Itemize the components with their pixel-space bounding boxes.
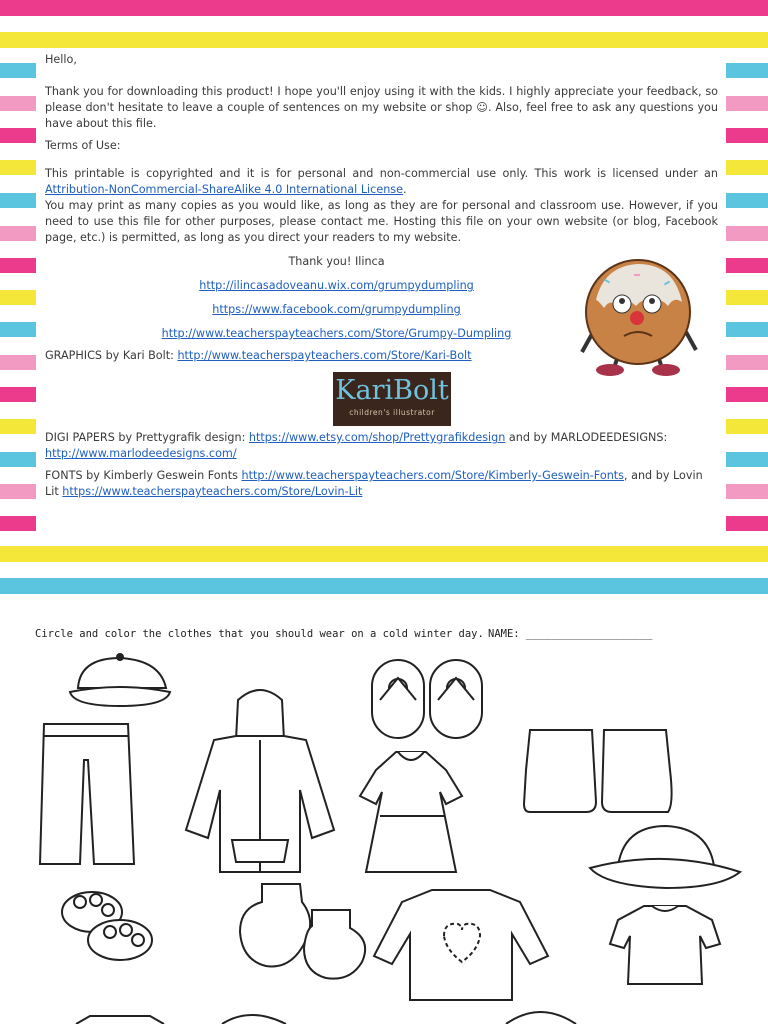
name-field[interactable]: NAME: ____________________ (488, 628, 653, 640)
marlodee-link[interactable]: http://www.marlodeedesigns.com/ (45, 447, 237, 460)
terms-paragraph: This printable is copyrighted and it is for personal and non-commercial use only. This work is licensed under an Attribution-NonCommercial-ShareAlike 4.0 International License. (45, 167, 718, 196)
stripe-left (0, 322, 36, 337)
worksheet-instruction: Circle and color the clothes that you should wear on a cold winter day. (35, 628, 484, 640)
stripe-left (0, 63, 36, 78)
slippers-drawing (62, 892, 152, 960)
graphics-credit: GRAPHICS by Kari Bolt: http://www.teacherspayteachers.com/Store/Kari-Bolt (45, 349, 472, 362)
flip-flops-drawing (372, 660, 482, 738)
lovin-lit-link[interactable]: https://www.teacherspayteachers.com/Store/Lovin-Lit (62, 485, 363, 498)
partial-item-drawing (76, 1016, 164, 1024)
digi-papers-credit: DIGI PAPERS by Prettygrafik design: https://www.etsy.com/shop/Prettygrafikdesign and by MARLODEEDESIGNS: http://www.marlodeedesigns.com/ (45, 431, 668, 460)
stripe-left (0, 419, 36, 434)
stripe-right (726, 419, 768, 434)
license-link[interactable]: Attribution-NonCommercial-ShareAlike 4.0 International License (45, 183, 404, 196)
stripe-right (726, 387, 768, 402)
logo-subtitle: children's illustrator (349, 408, 435, 417)
stripe-right (726, 258, 768, 273)
donut-mascot-illustration (574, 256, 702, 378)
t-shirt-drawing (610, 906, 720, 984)
hoodie-drawing (186, 690, 334, 872)
stripe-pink-top (0, 0, 768, 16)
stripe-left (0, 516, 36, 531)
tpt-store-link[interactable]: http://www.teacherspayteachers.com/Store/Grumpy-Dumpling (161, 327, 512, 340)
stripe-right (726, 226, 768, 241)
thanks-paragraph: Thank you for downloading this product! I hope you'll enjoy using it with the kids. I highly appreciate your feedback, so please don't hesitate to leave a couple of sentences on my website or shop ☺. Also, feel free to ask any questions you have about this file. (45, 85, 718, 130)
worksheet-header (35, 628, 735, 640)
mittens-drawing (240, 884, 365, 979)
fonts-credit: FONTS by Kimberly Geswein Fonts http://www.teacherspayteachers.com/Store/Kimberly-Geswein-Fonts, and by Lovin Lit https://www.teacherspayteachers.com/Store/Lovin-Lit (45, 469, 703, 498)
heart-shirt-drawing (374, 890, 548, 1000)
stripe-right (726, 516, 768, 531)
stripe-right (726, 452, 768, 467)
stripe-left (0, 290, 36, 305)
stripe-right (726, 484, 768, 499)
dress-drawing (360, 752, 462, 872)
partial-item-drawing (506, 1012, 576, 1024)
sun-hat-drawing (590, 826, 740, 888)
pants-drawing (40, 724, 134, 864)
stripe-left (0, 193, 36, 208)
stripe-left (0, 387, 36, 402)
facebook-link[interactable]: https://www.facebook.com/grumpydumpling (212, 303, 461, 316)
terms-text: This printable is copyrighted and it is for personal and non-commercial use only. This work is licensed under an (45, 167, 718, 180)
terms-heading: Terms of Use: (45, 139, 121, 152)
stripe-right (726, 63, 768, 78)
stripe-left (0, 355, 36, 370)
partial-item-drawing (222, 1015, 286, 1024)
clothing-illustrations (0, 640, 768, 1024)
website-link[interactable]: http://ilincasadoveanu.wix.com/grumpydumpling (199, 279, 474, 292)
stripe-right (726, 96, 768, 111)
stripe-right (726, 355, 768, 370)
greeting: Hello, (45, 53, 77, 66)
stripe-left (0, 452, 36, 467)
stripe-left (0, 258, 36, 273)
stripe-right (726, 193, 768, 208)
stripe-blue-bottom (0, 578, 768, 594)
stripe-left (0, 484, 36, 499)
karibolt-logo (333, 372, 451, 426)
cap-drawing (70, 654, 170, 706)
stripe-yellow-bottom (0, 546, 768, 562)
stripe-right (726, 322, 768, 337)
etsy-link[interactable]: https://www.etsy.com/shop/Prettygrafikdesign (248, 431, 506, 444)
thank-you-signature: Thank you! Ilinca (288, 255, 385, 268)
stripe-right (726, 128, 768, 143)
stripe-left (0, 226, 36, 241)
stripe-left (0, 128, 36, 143)
stripe-right (726, 290, 768, 305)
stripe-yellow-top (0, 32, 768, 48)
geswein-link[interactable]: http://www.teacherspayteachers.com/Store/Kimberly-Geswein-Fonts (241, 469, 624, 482)
stripe-right (726, 160, 768, 175)
boots-drawing (524, 730, 672, 812)
graphics-link[interactable]: http://www.teacherspayteachers.com/Store/Kari-Bolt (177, 349, 472, 362)
logo-brand: KariBolt (335, 375, 449, 406)
copies-paragraph: You may print as many copies as you would like, as long as they are for personal and classroom use. However, if you need to use this file for other purposes, please contact me. Hosting this file on your own website (or blog, Facebook page, etc.) is permitted, as long as you direct your readers to my website. (45, 199, 718, 244)
stripe-left (0, 96, 36, 111)
stripe-left (0, 160, 36, 175)
